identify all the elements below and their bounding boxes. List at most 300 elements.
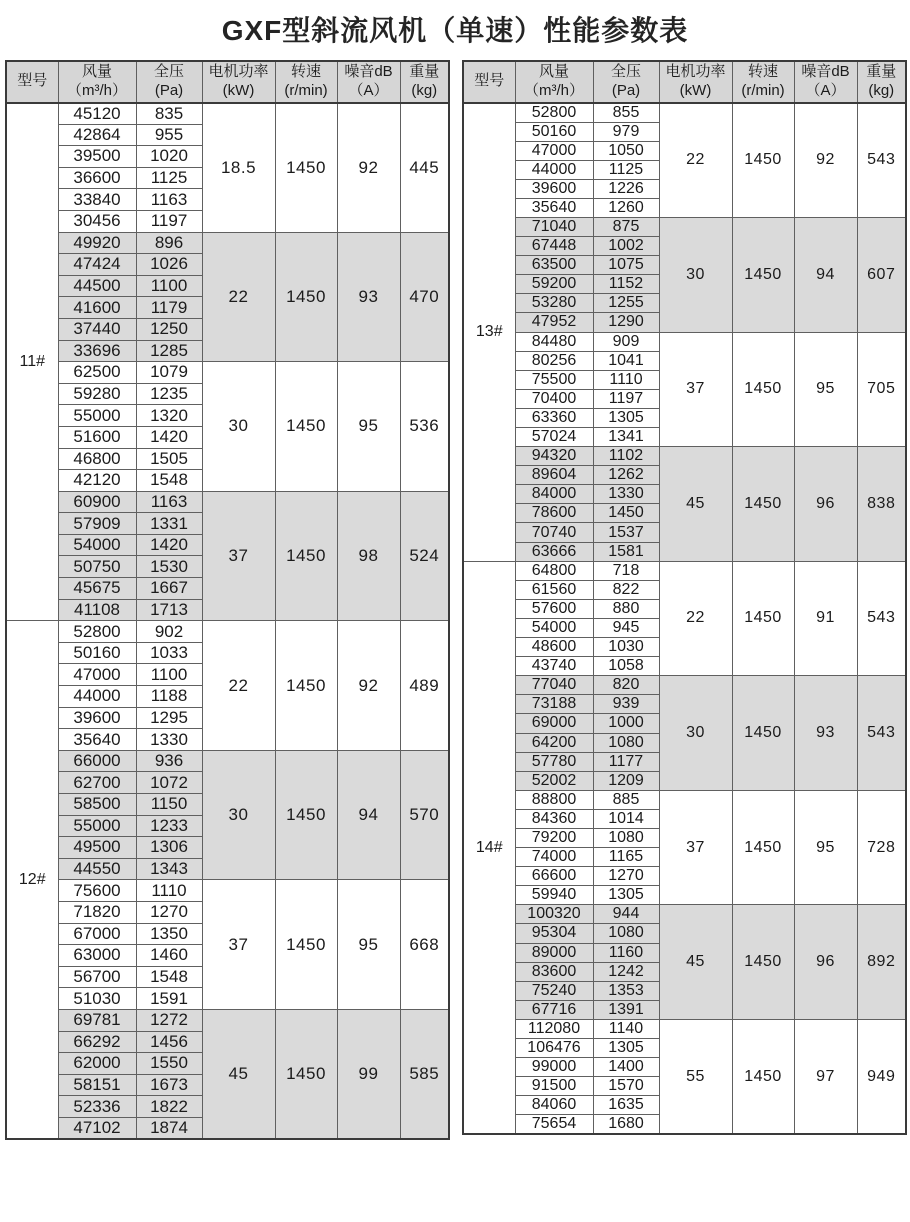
col-header-pressure-unit: (Pa) [611, 81, 641, 99]
weight-cell: 445 [400, 103, 449, 233]
col-header-power-unit: (kW) [222, 81, 255, 99]
flow-cell: 44000 [58, 686, 136, 708]
noise-cell: 93 [337, 232, 400, 362]
flow-cell: 75654 [515, 1115, 593, 1135]
pressure-cell: 1548 [136, 470, 202, 492]
flow-cell: 52336 [58, 1096, 136, 1118]
col-header-flow-unit: （m³/h） [66, 81, 127, 99]
pressure-cell: 1050 [593, 141, 659, 160]
power-cell: 22 [202, 621, 275, 751]
table-row [6, 491, 449, 513]
pressure-cell: 896 [136, 232, 202, 254]
flow-cell: 91500 [515, 1077, 593, 1096]
pressure-cell: 1530 [136, 556, 202, 578]
speed-cell: 1450 [732, 447, 794, 562]
flow-cell: 51030 [58, 988, 136, 1010]
weight-cell: 543 [857, 103, 906, 218]
pressure-cell: 1100 [136, 275, 202, 297]
noise-cell: 94 [337, 750, 400, 880]
flow-cell: 39500 [58, 146, 136, 168]
weight-cell: 489 [400, 621, 449, 751]
pressure-cell: 1102 [593, 447, 659, 466]
weight-cell: 585 [400, 1009, 449, 1139]
pressure-cell: 1350 [136, 923, 202, 945]
flow-cell: 71040 [515, 217, 593, 236]
flow-cell: 45120 [58, 103, 136, 125]
col-header-power [202, 61, 275, 103]
power-cell: 18.5 [202, 103, 275, 233]
table-row [463, 1019, 906, 1038]
noise-cell: 95 [794, 332, 857, 447]
weight-cell: 668 [400, 880, 449, 1010]
pressure-cell: 1330 [593, 485, 659, 504]
col-header-pressure [136, 61, 202, 103]
pressure-cell: 1331 [136, 513, 202, 535]
power-cell: 37 [202, 491, 275, 621]
table-row [463, 561, 906, 580]
flow-cell: 89000 [515, 943, 593, 962]
pressure-cell: 880 [593, 599, 659, 618]
flow-cell: 94320 [515, 447, 593, 466]
flow-cell: 79200 [515, 828, 593, 847]
flow-cell: 106476 [515, 1039, 593, 1058]
flow-cell: 100320 [515, 905, 593, 924]
pressure-cell: 1270 [593, 867, 659, 886]
pressure-cell: 1272 [136, 1009, 202, 1031]
pressure-cell: 1165 [593, 848, 659, 867]
pressure-cell: 1874 [136, 1117, 202, 1139]
power-cell: 45 [202, 1009, 275, 1139]
col-header-model [6, 61, 58, 103]
pressure-cell: 1330 [136, 729, 202, 751]
pressure-cell: 936 [136, 750, 202, 772]
flow-cell: 112080 [515, 1019, 593, 1038]
model-cell: 13# [463, 103, 515, 562]
pressure-cell: 1667 [136, 578, 202, 600]
flow-cell: 57909 [58, 513, 136, 535]
power-cell: 55 [659, 1019, 732, 1134]
power-cell: 22 [659, 103, 732, 218]
table-row [6, 103, 449, 125]
flow-cell: 45675 [58, 578, 136, 600]
flow-cell: 47424 [58, 254, 136, 276]
col-header-noise-label: 噪音dB [801, 63, 850, 80]
speed-cell: 1450 [732, 790, 794, 905]
speed-cell: 1450 [275, 491, 337, 621]
table-row [6, 880, 449, 902]
pressure-cell: 1075 [593, 256, 659, 275]
col-header-flow [515, 61, 593, 103]
flow-cell: 39600 [58, 707, 136, 729]
pressure-cell: 1080 [593, 733, 659, 752]
flow-cell: 55000 [58, 405, 136, 427]
col-header-speed-label: 转速 [747, 63, 778, 80]
pressure-cell: 1341 [593, 428, 659, 447]
table-row [463, 217, 906, 236]
flow-cell: 50750 [58, 556, 136, 578]
col-header-noise-unit: （A） [805, 81, 846, 99]
col-header-weight [400, 61, 449, 103]
noise-cell: 95 [794, 790, 857, 905]
flow-cell: 64200 [515, 733, 593, 752]
flow-cell: 37440 [58, 318, 136, 340]
flow-cell: 75500 [515, 370, 593, 389]
speed-cell: 1450 [275, 232, 337, 362]
pressure-cell: 1080 [593, 924, 659, 943]
pressure-cell: 1179 [136, 297, 202, 319]
speed-cell: 1450 [732, 1019, 794, 1134]
noise-cell: 92 [337, 103, 400, 233]
col-header-pressure-label: 全压 [610, 63, 641, 80]
power-cell: 30 [659, 676, 732, 791]
pressure-cell: 1548 [136, 966, 202, 988]
flow-cell: 52800 [58, 621, 136, 643]
flow-cell: 84360 [515, 809, 593, 828]
pressure-cell: 1226 [593, 179, 659, 198]
noise-cell: 98 [337, 491, 400, 621]
pressure-cell: 955 [136, 124, 202, 146]
table-row [463, 332, 906, 351]
col-header-model-label: 型号 [17, 72, 48, 90]
speed-cell: 1450 [732, 332, 794, 447]
pressure-cell: 1163 [136, 491, 202, 513]
flow-cell: 57024 [515, 428, 593, 447]
col-header-speed-label: 转速 [290, 63, 321, 80]
noise-cell: 93 [794, 676, 857, 791]
pressure-cell: 1673 [136, 1074, 202, 1096]
weight-cell: 543 [857, 561, 906, 676]
flow-cell: 53280 [515, 294, 593, 313]
pressure-cell: 1072 [136, 772, 202, 794]
table-row [463, 103, 906, 123]
pressure-cell: 1822 [136, 1096, 202, 1118]
pressure-cell: 1014 [593, 809, 659, 828]
pressure-cell: 1570 [593, 1077, 659, 1096]
pressure-cell: 1041 [593, 351, 659, 370]
table-row [6, 1009, 449, 1031]
col-header-noise-label: 噪音dB [344, 63, 393, 80]
flow-cell: 47102 [58, 1117, 136, 1139]
flow-cell: 75240 [515, 981, 593, 1000]
power-cell: 22 [202, 232, 275, 362]
speed-cell: 1450 [275, 103, 337, 233]
pressure-cell: 1420 [136, 426, 202, 448]
pressure-cell: 1713 [136, 599, 202, 621]
pressure-cell: 1197 [136, 210, 202, 232]
pressure-cell: 835 [136, 103, 202, 125]
flow-cell: 80256 [515, 351, 593, 370]
flow-cell: 55000 [58, 815, 136, 837]
pressure-cell: 1400 [593, 1058, 659, 1077]
flow-cell: 67000 [58, 923, 136, 945]
flow-cell: 41600 [58, 297, 136, 319]
noise-cell: 92 [337, 621, 400, 751]
col-header-flow [58, 61, 136, 103]
pressure-cell: 1505 [136, 448, 202, 470]
pressure-cell: 1080 [593, 828, 659, 847]
table-row [463, 790, 906, 809]
noise-cell: 96 [794, 447, 857, 562]
flow-cell: 50160 [58, 642, 136, 664]
pressure-cell: 1100 [136, 664, 202, 686]
flow-cell: 51600 [58, 426, 136, 448]
pressure-cell: 1305 [593, 1039, 659, 1058]
table-row [6, 362, 449, 384]
flow-cell: 83600 [515, 962, 593, 981]
flow-cell: 42864 [58, 124, 136, 146]
power-cell: 30 [659, 217, 732, 332]
pressure-cell: 945 [593, 618, 659, 637]
flow-cell: 60900 [58, 491, 136, 513]
pressure-cell: 718 [593, 561, 659, 580]
flow-cell: 36600 [58, 167, 136, 189]
flow-cell: 62700 [58, 772, 136, 794]
col-header-pressure [593, 61, 659, 103]
pressure-cell: 1160 [593, 943, 659, 962]
speed-cell: 1450 [275, 362, 337, 492]
flow-cell: 84000 [515, 485, 593, 504]
pressure-cell: 1320 [136, 405, 202, 427]
weight-cell: 524 [400, 491, 449, 621]
page-title: GXF型斜流风机（单速）性能参数表 [221, 15, 689, 46]
power-cell: 37 [659, 332, 732, 447]
pressure-cell: 1456 [136, 1031, 202, 1053]
weight-cell: 838 [857, 447, 906, 562]
power-cell: 30 [202, 362, 275, 492]
col-header-weight [857, 61, 906, 103]
flow-cell: 47000 [515, 141, 593, 160]
col-header-power [659, 61, 732, 103]
pressure-cell: 1343 [136, 858, 202, 880]
flow-cell: 54000 [58, 534, 136, 556]
power-cell: 37 [659, 790, 732, 905]
speed-cell: 1450 [732, 905, 794, 1020]
flow-cell: 56700 [58, 966, 136, 988]
pressure-cell: 1591 [136, 988, 202, 1010]
noise-cell: 96 [794, 905, 857, 1020]
flow-cell: 88800 [515, 790, 593, 809]
flow-cell: 30456 [58, 210, 136, 232]
flow-cell: 70400 [515, 389, 593, 408]
pressure-cell: 1242 [593, 962, 659, 981]
flow-cell: 62000 [58, 1053, 136, 1075]
weight-cell: 728 [857, 790, 906, 905]
noise-cell: 91 [794, 561, 857, 676]
pressure-cell: 1262 [593, 466, 659, 485]
pressure-cell: 1450 [593, 504, 659, 523]
weight-cell: 949 [857, 1019, 906, 1134]
weight-cell: 705 [857, 332, 906, 447]
flow-cell: 63000 [58, 945, 136, 967]
flow-cell: 43740 [515, 657, 593, 676]
col-header-flow-unit: （m³/h） [523, 81, 584, 99]
weight-cell: 470 [400, 232, 449, 362]
header-row [463, 61, 906, 103]
noise-cell: 94 [794, 217, 857, 332]
weight-cell: 892 [857, 905, 906, 1020]
col-header-noise-unit: （A） [348, 81, 389, 99]
speed-cell: 1450 [732, 676, 794, 791]
col-header-weight-label: 重量 [866, 63, 897, 80]
pressure-cell: 1000 [593, 714, 659, 733]
pressure-cell: 1177 [593, 752, 659, 771]
power-cell: 30 [202, 750, 275, 880]
flow-cell: 61560 [515, 580, 593, 599]
header-row [6, 61, 449, 103]
pressure-cell: 1635 [593, 1096, 659, 1115]
flow-cell: 49500 [58, 837, 136, 859]
flow-cell: 35640 [58, 729, 136, 751]
pressure-cell: 1250 [136, 318, 202, 340]
col-header-power-unit: (kW) [679, 81, 712, 99]
flow-cell: 46800 [58, 448, 136, 470]
flow-cell: 44000 [515, 160, 593, 179]
flow-cell: 57780 [515, 752, 593, 771]
table-row [6, 750, 449, 772]
speed-cell: 1450 [275, 1009, 337, 1139]
col-header-speed-unit: (r/min) [284, 81, 328, 99]
flow-cell: 73188 [515, 695, 593, 714]
flow-cell: 41108 [58, 599, 136, 621]
flow-cell: 67448 [515, 237, 593, 256]
pressure-cell: 1306 [136, 837, 202, 859]
flow-cell: 63666 [515, 542, 593, 561]
flow-cell: 35640 [515, 198, 593, 217]
col-header-weight-unit: (kg) [868, 81, 895, 99]
flow-cell: 66600 [515, 867, 593, 886]
flow-cell: 57600 [515, 599, 593, 618]
pressure-cell: 885 [593, 790, 659, 809]
pressure-cell: 1680 [593, 1115, 659, 1135]
flow-cell: 69781 [58, 1009, 136, 1031]
weight-cell: 536 [400, 362, 449, 492]
table-row [6, 621, 449, 643]
col-header-speed-unit: (r/min) [741, 81, 785, 99]
col-header-model-label: 型号 [474, 72, 505, 90]
pressure-cell: 1026 [136, 254, 202, 276]
pressure-cell: 1150 [136, 794, 202, 816]
pressure-cell: 1260 [593, 198, 659, 217]
pressure-cell: 1209 [593, 771, 659, 790]
noise-cell: 92 [794, 103, 857, 218]
flow-cell: 54000 [515, 618, 593, 637]
weight-cell: 607 [857, 217, 906, 332]
col-header-pressure-label: 全压 [153, 63, 184, 80]
power-cell: 22 [659, 561, 732, 676]
flow-cell: 84480 [515, 332, 593, 351]
col-header-power-label: 电机功率 [208, 63, 269, 80]
pressure-cell: 1079 [136, 362, 202, 384]
noise-cell: 97 [794, 1019, 857, 1134]
col-header-power-label: 电机功率 [665, 63, 726, 80]
flow-cell: 39600 [515, 179, 593, 198]
col-header-weight-label: 重量 [409, 63, 440, 80]
flow-cell: 74000 [515, 848, 593, 867]
pressure-cell: 1110 [136, 880, 202, 902]
flow-cell: 42120 [58, 470, 136, 492]
flow-cell: 49920 [58, 232, 136, 254]
flow-cell: 67716 [515, 1000, 593, 1019]
speed-cell: 1450 [732, 217, 794, 332]
flow-cell: 99000 [515, 1058, 593, 1077]
table-row [6, 232, 449, 254]
speed-cell: 1450 [732, 103, 794, 218]
performance-table-left [5, 60, 450, 1140]
flow-cell: 84060 [515, 1096, 593, 1115]
flow-cell: 33696 [58, 340, 136, 362]
power-cell: 45 [659, 905, 732, 1020]
flow-cell: 59940 [515, 886, 593, 905]
col-header-noise [794, 61, 857, 103]
table-body-left [6, 103, 449, 1140]
flow-cell: 44550 [58, 858, 136, 880]
col-header-model [463, 61, 515, 103]
pressure-cell: 875 [593, 217, 659, 236]
pressure-cell: 1581 [593, 542, 659, 561]
pressure-cell: 1290 [593, 313, 659, 332]
flow-cell: 66000 [58, 750, 136, 772]
flow-cell: 70740 [515, 523, 593, 542]
pressure-cell: 1030 [593, 638, 659, 657]
pressure-cell: 1305 [593, 886, 659, 905]
pressure-cell: 1295 [136, 707, 202, 729]
pressure-cell: 1255 [593, 294, 659, 313]
pressure-cell: 855 [593, 103, 659, 123]
table-row [463, 447, 906, 466]
pressure-cell: 1197 [593, 389, 659, 408]
table-row [463, 676, 906, 695]
power-cell: 37 [202, 880, 275, 1010]
pressure-cell: 1140 [593, 1019, 659, 1038]
flow-cell: 75600 [58, 880, 136, 902]
table-body-right [463, 103, 906, 1135]
speed-cell: 1450 [732, 561, 794, 676]
weight-cell: 543 [857, 676, 906, 791]
flow-cell: 59200 [515, 275, 593, 294]
flow-cell: 69000 [515, 714, 593, 733]
speed-cell: 1450 [275, 880, 337, 1010]
pressure-cell: 1550 [136, 1053, 202, 1075]
speed-cell: 1450 [275, 750, 337, 880]
power-cell: 45 [659, 447, 732, 562]
pressure-cell: 1353 [593, 981, 659, 1000]
flow-cell: 66292 [58, 1031, 136, 1053]
flow-cell: 50160 [515, 122, 593, 141]
flow-cell: 63360 [515, 408, 593, 427]
pressure-cell: 1125 [136, 167, 202, 189]
flow-cell: 58500 [58, 794, 136, 816]
noise-cell: 95 [337, 880, 400, 1010]
flow-cell: 59280 [58, 383, 136, 405]
col-header-noise [337, 61, 400, 103]
speed-cell: 1450 [275, 621, 337, 751]
flow-cell: 33840 [58, 189, 136, 211]
col-header-speed [275, 61, 337, 103]
col-header-weight-unit: (kg) [411, 81, 438, 99]
pressure-cell: 1002 [593, 237, 659, 256]
performance-table-right [462, 60, 907, 1135]
flow-cell: 58151 [58, 1074, 136, 1096]
pressure-cell: 1188 [136, 686, 202, 708]
pressure-cell: 1285 [136, 340, 202, 362]
flow-cell: 52002 [515, 771, 593, 790]
pressure-cell: 902 [136, 621, 202, 643]
model-cell: 12# [6, 621, 58, 1139]
flow-cell: 48600 [515, 638, 593, 657]
weight-cell: 570 [400, 750, 449, 880]
pressure-cell: 1233 [136, 815, 202, 837]
pressure-cell: 822 [593, 580, 659, 599]
